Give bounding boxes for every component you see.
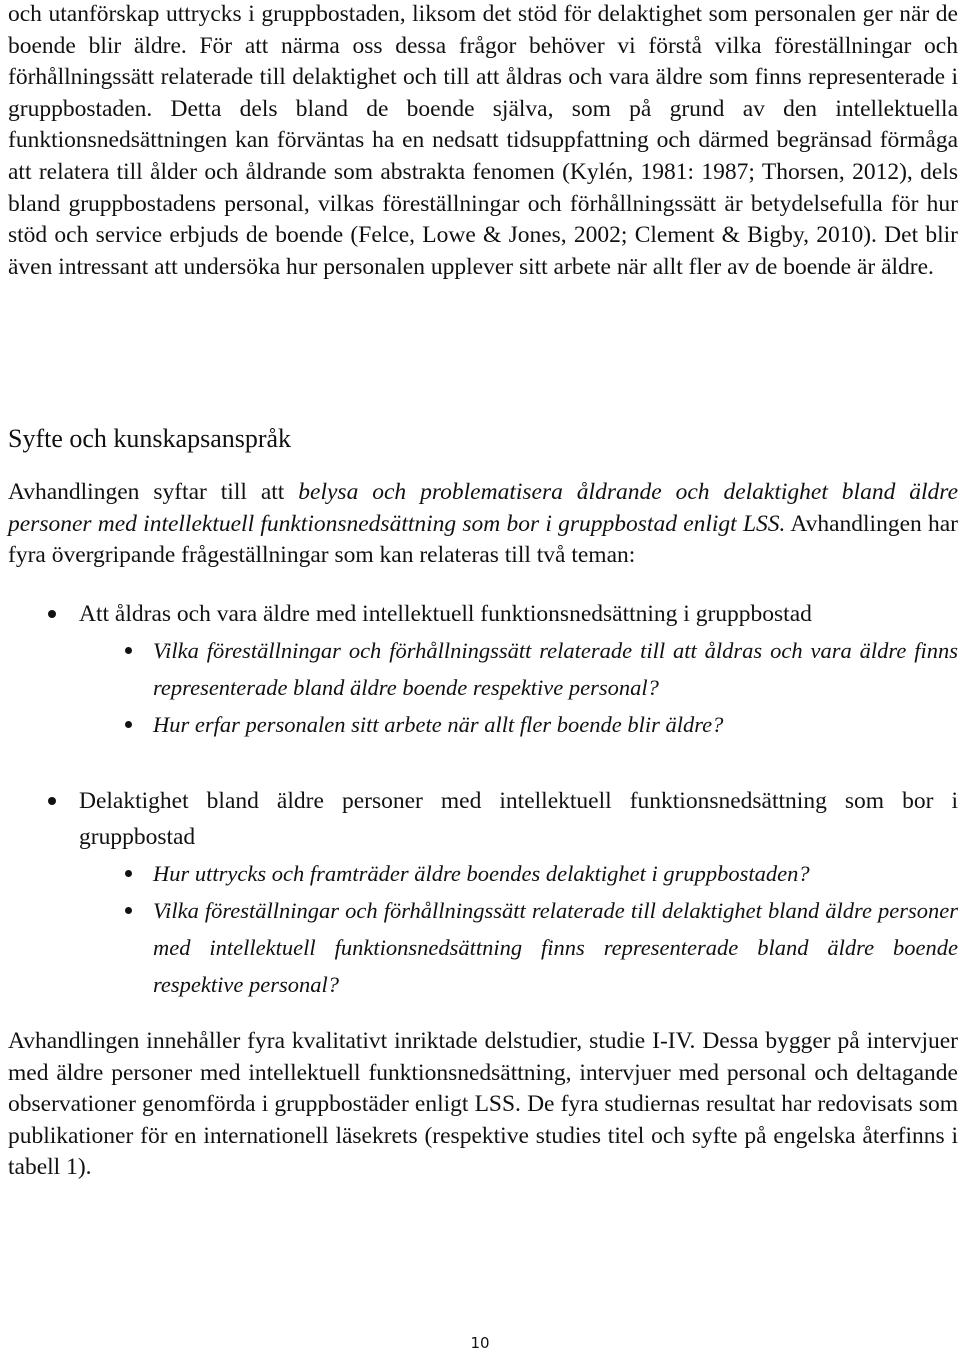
theme-item xyxy=(8,596,958,743)
bullet-icon xyxy=(125,721,132,728)
bullet-icon xyxy=(125,870,132,877)
section-heading: Syfte och kunskapsanspråk xyxy=(8,424,292,453)
page-number: 10 xyxy=(470,1334,490,1352)
aim-rest: Avhandlingen har fyra övergripande frågeställningar som kan relateras till två teman: xyxy=(8,510,958,569)
question-list xyxy=(79,632,958,743)
aim-paragraph xyxy=(8,477,958,572)
question-text: Hur uttrycks och framträder äldre boendes delaktighet i gruppbostaden? xyxy=(153,861,810,886)
question-list xyxy=(79,855,958,1003)
aim-intro: Avhandlingen syftar till att xyxy=(8,479,285,505)
bullet-icon xyxy=(125,907,132,914)
theme-list xyxy=(8,596,958,1003)
question-text: Vilka föreställningar och förhållningssätt relaterade till att åldras och vara äldre finns representerade bland äldre boende respektive personal? xyxy=(153,638,958,700)
question-item xyxy=(8,706,958,743)
aim-statement: belysa och problematisera åldrande och delaktighet bland äldre personer med intellektuell funktionsnedsättning som bor i gruppbostad enligt LSS. xyxy=(8,479,959,537)
bullet-icon xyxy=(125,647,132,654)
question-item xyxy=(8,632,958,706)
theme-label: Delaktighet bland äldre personer med intellektuell funktionsnedsättning som bor i gruppbostad xyxy=(79,788,958,850)
question-text: Vilka föreställningar och förhållningssätt relaterade till delaktighet bland äldre personer med intellektuell funktionsnedsättning finns representerade bland äldre boende respektive personal? xyxy=(153,898,958,997)
theme-label: Att åldras och vara äldre med intellektuell funktionsnedsättning i gruppbostad xyxy=(79,601,812,627)
bullet-icon xyxy=(48,797,56,805)
question-item xyxy=(8,855,958,892)
question-item xyxy=(8,892,958,1003)
question-text: Hur erfar personalen sitt arbete när allt fler boende blir äldre? xyxy=(153,712,724,737)
bullet-icon xyxy=(48,610,56,618)
theme-item xyxy=(8,783,958,1003)
closing-paragraph: Avhandlingen innehåller fyra kvalitativt inriktade delstudier, studie I-IV. Dessa bygger på intervjuer med äldre personer med intellektuell funktionsnedsättning, intervjuer med personal och deltagande observationer genomförda i gruppbostäder enligt LSS. De fyra studiernas resultat har redovisats som publikationer för en internationell läsekrets (respektive studies titel och syfte på engelska återfinns i tabell 1). xyxy=(8,1028,958,1181)
lead-paragraph: och utanförskap uttrycks i gruppbostaden, liksom det stöd för delaktighet som personalen ger när de boende blir äldre. För att närma oss dessa frågor behöver vi förstå vilka föreställningar och förhållningssätt relaterade till delaktighet och till att åldras och vara äldre som finns representerade i gruppbostaden. Detta dels bland de boende själva, som på grund av den intellektuella funktionsnedsättningen kan förväntas ha en nedsatt tidsuppfattning och därmed begränsad förmåga att relatera till ålder och åldrande som abstrakta fenomen (Kylén, 1981: 1987; Thorsen, 2012), dels bland gruppbostadens personal, vilkas föreställningar och förhållningssätt är betydelsefulla för hur stöd och service erbjuds de boende (Felce, Lowe & Jones, 2002; Clement & Bigby, 2010). Det blir även intressant att undersöka hur personalen upplever sitt arbete när allt fler av de boende är äldre. xyxy=(8,1,958,280)
